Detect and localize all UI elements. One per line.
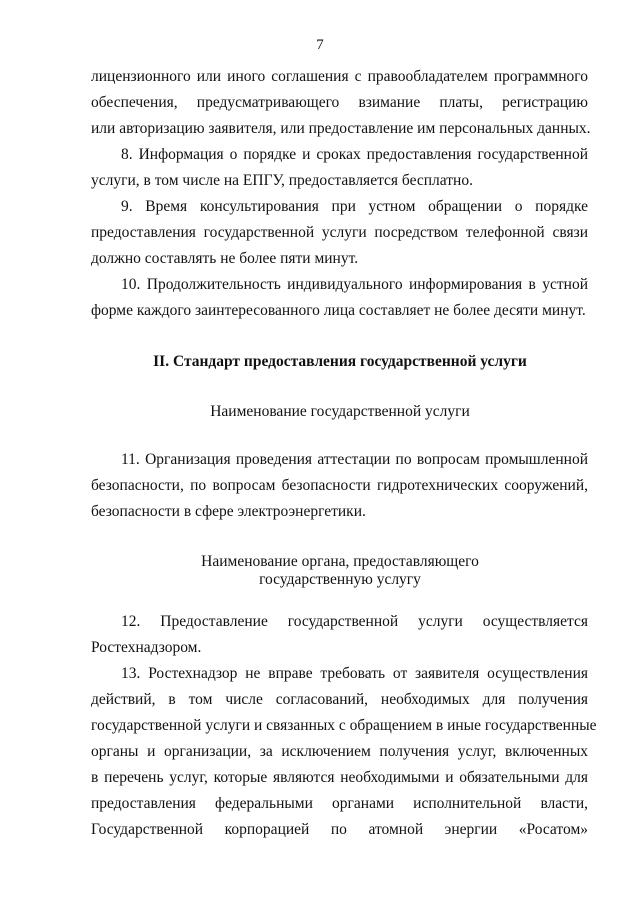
section-title: II. Стандарт предоставления государственной услуги xyxy=(153,353,527,370)
paragraph-8-line: 8. Информация о порядке и сроках предоставления государственной xyxy=(121,146,588,163)
paragraph-13-line: действий, в том числе согласований, необходимых для получения xyxy=(91,691,588,708)
paragraph-line: или авторизацию заявителя, или предоставление им персональных данных. xyxy=(91,120,591,137)
paragraph-10-line: 10. Продолжительность индивидуального информирования в устной xyxy=(121,276,588,293)
paragraph-10-line: форме каждого заинтересованного лица составляет не более десяти минут. xyxy=(91,302,586,319)
paragraph-9-line: предоставления государственной услуги посредством телефонной связи xyxy=(91,224,588,241)
paragraph-line: лицензионного или иного соглашения с правообладателем программного xyxy=(91,68,588,85)
page-number: 7 xyxy=(316,37,324,53)
subheading-authority-name: Наименование органа, предоставляющего xyxy=(201,553,479,570)
paragraph-13-line: предоставления федеральными органами исполнительной власти, xyxy=(91,795,588,812)
paragraph-line: обеспечения, предусматривающего взимание платы, регистрацию xyxy=(91,94,588,111)
paragraph-13-line: Государственной корпорацией по атомной энергии «Росатом» xyxy=(91,821,588,838)
paragraph-8-line: услуги, в том числе на ЕПГУ, предоставляется бесплатно. xyxy=(91,172,473,189)
paragraph-12-line: Ростехнадзором. xyxy=(91,639,202,656)
subheading-authority-name: государственную услугу xyxy=(259,571,421,588)
paragraph-12-line: 12. Предоставление государственной услуги осуществляется xyxy=(121,613,588,630)
paragraph-13-line: органы и организации, за исключением получения услуг, включенных xyxy=(91,743,588,760)
paragraph-11-line: 11. Организация проведения аттестации по вопросам промышленной xyxy=(121,451,588,468)
paragraph-13-line: в перечень услуг, которые являются необходимыми и обязательными для xyxy=(91,769,588,786)
paragraph-13-line: государственной услуги и связанных с обращением в иные государственные xyxy=(91,717,597,734)
paragraph-13-line: 13. Ростехнадзор не вправе требовать от заявителя осуществления xyxy=(121,665,588,682)
subheading-service-name: Наименование государственной услуги xyxy=(210,403,470,420)
paragraph-11-line: безопасности в сфере электроэнергетики. xyxy=(91,503,366,520)
paragraph-11-line: безопасности, по вопросам безопасности гидротехнических сооружений, xyxy=(91,477,588,494)
paragraph-9-line: 9. Время консультирования при устном обращении о порядке xyxy=(121,198,588,215)
paragraph-9-line: должно составлять не более пяти минут. xyxy=(91,250,359,267)
